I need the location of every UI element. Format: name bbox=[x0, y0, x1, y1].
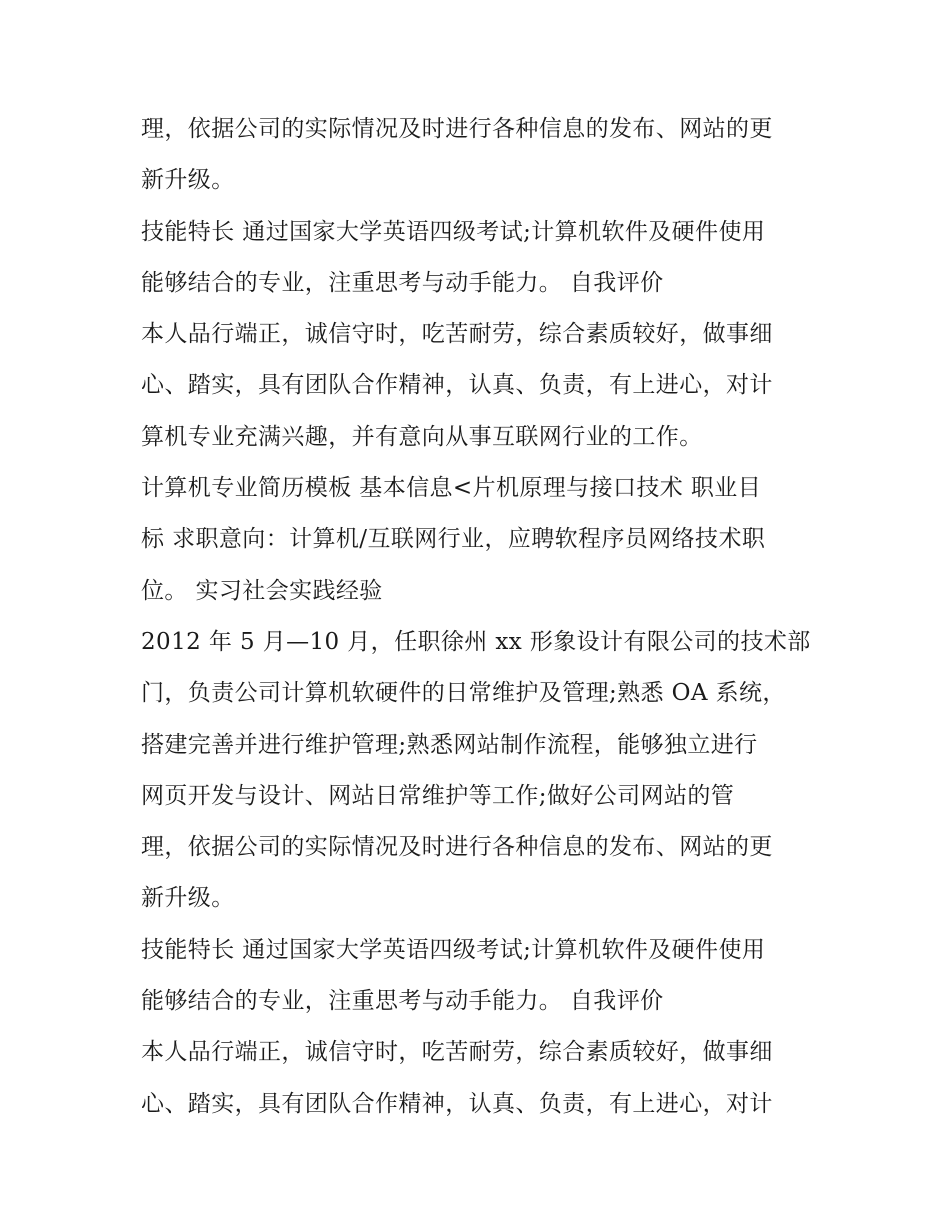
text-line: 2012 年 5 月—10 月，任职徐州 xx 形象设计有限公司的技术部 bbox=[141, 628, 811, 655]
text-line: 标 求职意向：计算机/互联网行业，应聘软程序员网络技术职 bbox=[141, 526, 766, 553]
text-line: 本人品行端正，诚信守时，吃苦耐劳，综合素质较好，做事细 bbox=[141, 1039, 773, 1066]
text-line: 本人品行端正，诚信守时，吃苦耐劳，综合素质较好，做事细 bbox=[141, 321, 773, 348]
text-line: 能够结合的专业，注重思考与动手能力。 自我评价 bbox=[141, 269, 664, 296]
text-line: 理，依据公司的实际情况及时进行各种信息的发布、网站的更 bbox=[141, 116, 773, 142]
text-line: 技能特长 通过国家大学英语四级考试;计算机软件及硬件使用 bbox=[141, 218, 766, 245]
text-line: 新升级。 bbox=[141, 167, 235, 194]
text-line: 位。 实习社会实践经验 bbox=[141, 577, 383, 604]
text-line: 新升级。 bbox=[141, 885, 235, 912]
text-line: 门，负责公司计算机软硬件的日常维护及管理;熟悉 OA 系统， bbox=[141, 680, 786, 707]
document-body bbox=[141, 104, 841, 1130]
text-line: 理，依据公司的实际情况及时进行各种信息的发布、网站的更 bbox=[141, 834, 773, 861]
text-line: 网页开发与设计、网站日常维护等工作;做好公司网站的管 bbox=[141, 782, 735, 809]
text-line: 技能特长 通过国家大学英语四级考试;计算机软件及硬件使用 bbox=[141, 936, 766, 963]
text-line: 能够结合的专业，注重思考与动手能力。 自我评价 bbox=[141, 988, 664, 1015]
text-line: 搭建完善并进行维护管理;熟悉网站制作流程，能够独立进行 bbox=[141, 731, 758, 758]
text-line: 心、踏实，具有团队合作精神，认真、负责，有上进心，对计 bbox=[141, 372, 773, 399]
text-line: 算机专业充满兴趣，并有意向从事互联网行业的工作。 bbox=[141, 423, 703, 450]
text-line: 计算机专业简历模板 基本信息<片机原理与接口技术 职业目 bbox=[141, 475, 762, 502]
text-line: 心、踏实，具有团队合作精神，认真、负责，有上进心，对计 bbox=[141, 1090, 773, 1117]
